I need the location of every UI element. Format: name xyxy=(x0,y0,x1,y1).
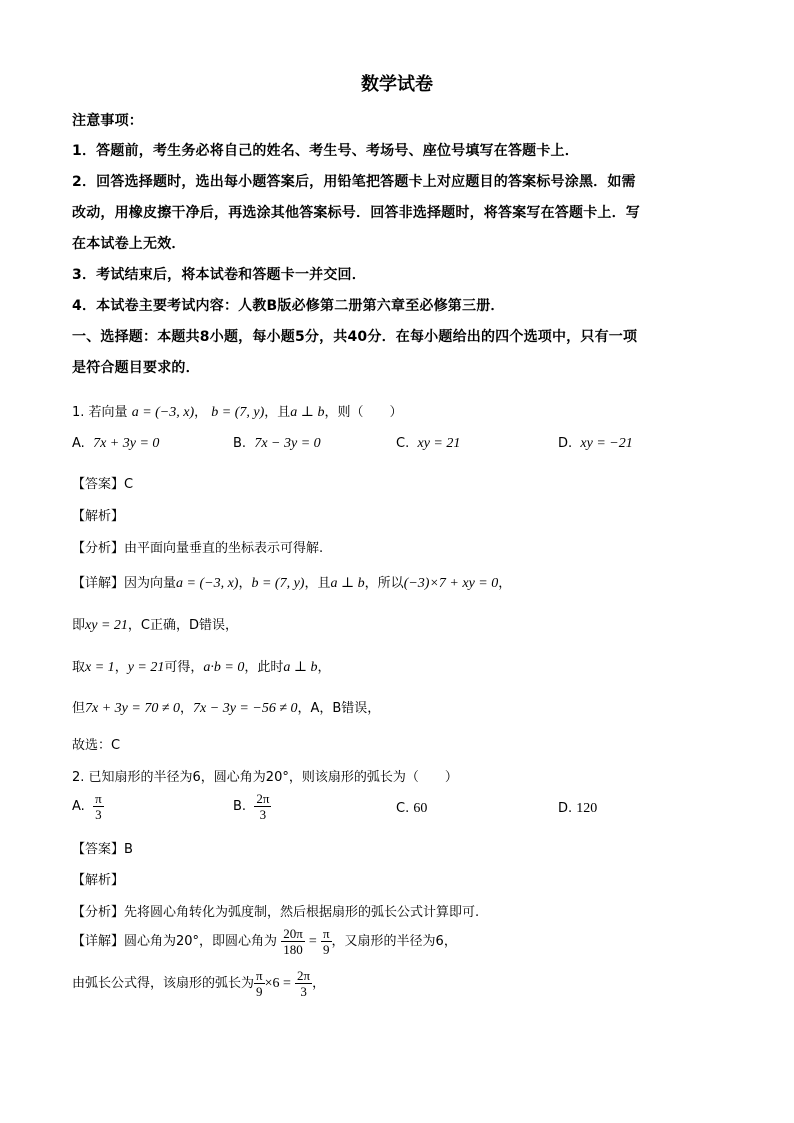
q1-option-d-label: D. xyxy=(558,436,573,451)
q2-option-a-label: A. xyxy=(72,799,85,814)
q1-stem-prefix: 1. 若向量 xyxy=(72,405,128,420)
q2-fenxi xyxy=(72,901,479,920)
q2-fraction-2pi-3 xyxy=(295,968,312,999)
fraction-denominator: 180 xyxy=(283,942,303,957)
q2-detail-tag: 【详解】 xyxy=(72,934,125,949)
q1-option-b xyxy=(233,436,321,452)
q1-option-a xyxy=(72,436,159,452)
q2-detail-line1 xyxy=(72,926,457,957)
fraction-denominator: 9 xyxy=(323,942,330,957)
fraction-numerator: π xyxy=(95,791,102,806)
q1-detail-line2 xyxy=(72,614,238,634)
q1-detail-text: ，所以 xyxy=(364,576,404,591)
q1-option-b-expr: 7x − 3y = 0 xyxy=(254,436,321,451)
q1-detail-text: ，且 xyxy=(304,576,331,591)
q2-option-a xyxy=(72,791,104,822)
q2-answer xyxy=(72,838,133,857)
fraction-denominator: 3 xyxy=(259,807,267,822)
q2-option-c-value: 60 xyxy=(413,801,428,816)
q1-detail-text: ， xyxy=(238,576,252,591)
q1-option-a-expr: 7x + 3y = 0 xyxy=(93,436,160,451)
q1-option-d-expr: xy = −21 xyxy=(580,436,633,451)
q1-detail-tag: 【详解】 xyxy=(72,576,125,591)
q2-option-a-fraction xyxy=(93,791,104,822)
fraction-numerator: π xyxy=(322,926,330,941)
q1-fenxi xyxy=(72,537,323,556)
q1-option-b-label: B. xyxy=(233,436,247,451)
notice-item-2: 2．回答选择题时，选出每小题答案后，用铅笔把答题卡上对应题目的答案标号涂黑．如需 xyxy=(72,174,636,190)
fraction-denominator: 9 xyxy=(256,984,263,999)
q1-detail-math: b = (7, y) xyxy=(251,576,305,591)
q1-analysis-tag: 【解析】 xyxy=(72,509,125,524)
q1-detail-math: a = (−3, x) xyxy=(176,576,239,591)
q2-fraction-pi-9-b xyxy=(254,968,265,999)
q1-detail-line1 xyxy=(72,572,511,592)
q1-detail-math: (−3)×7 + xy = 0 xyxy=(403,576,499,591)
q2-option-d-value: 120 xyxy=(576,801,598,816)
fraction-numerator: 20π xyxy=(283,926,303,941)
q2-fraction-pi-9 xyxy=(321,926,332,957)
times-six: ×6 = xyxy=(264,976,291,991)
q1-detail-text: ，C正确，D错误， xyxy=(127,618,238,633)
q1-detail-text: ，A，B错误， xyxy=(297,701,381,716)
notice-heading: 注意事项： xyxy=(72,113,143,129)
q2-detail-line2 xyxy=(72,968,325,999)
q1-detail-math: xy = 21 xyxy=(85,618,128,633)
q1-detail-text: 但 xyxy=(72,701,86,716)
q1-stem: 1. 若向量 a = (−3, x)， b = (7, y)，且a ⊥ b，则（ ） xyxy=(72,405,403,420)
q1-answer-value: C xyxy=(124,477,134,492)
q2-detail-text: ，又扇形的半径为6， xyxy=(331,934,457,949)
section-heading: 一、选择题：本题共8小题，每小题5分，共40分．在每小题给出的四个选项中，只有一项 xyxy=(72,329,638,345)
notice-item-1: 1．答题前，考生务必将自己的姓名、考生号、考场号、座位号填写在答题卡上． xyxy=(72,143,579,159)
q1-detail-text: ，此时 xyxy=(244,660,284,675)
notice-item-4: 4．本试卷主要考试内容：人教B版必修第二册第六章至必修第三册． xyxy=(72,298,505,314)
q2-analysis-tag: 【解析】 xyxy=(72,873,125,888)
q2-option-b-fraction xyxy=(254,791,271,822)
q2-fenxi-tag: 【分析】 xyxy=(72,905,125,920)
q1-stem-suffix: ，则（ ） xyxy=(324,405,403,420)
q2-detail-text: ， xyxy=(312,976,326,991)
q1-detail-math: a ⊥ b xyxy=(330,576,365,591)
q1-detail-line4 xyxy=(72,697,380,717)
q1-detail-text: ， xyxy=(498,576,512,591)
q1-option-d xyxy=(558,436,633,452)
q2-answer-value: B xyxy=(124,842,133,857)
q2-option-c-label: C. xyxy=(396,801,410,816)
q1-detail-math: a·b = 0 xyxy=(203,660,245,675)
q2-option-b xyxy=(233,791,271,822)
q1-option-c xyxy=(396,436,460,452)
q2-answer-tag: 【答案】 xyxy=(72,842,125,857)
q1-detail-math: 7x − 3y = −56 ≠ 0 xyxy=(193,701,298,716)
fraction-numerator: π xyxy=(256,968,263,983)
q2-detail-text: 圆心角为20°，即圆心角为 xyxy=(124,934,278,949)
q2-option-b-label: B. xyxy=(233,799,247,814)
q1-vector-b: b = (7, y) xyxy=(211,405,265,420)
equals-sign: = xyxy=(308,934,317,949)
q1-option-a-label: A. xyxy=(72,436,85,451)
q1-detail-text: 可得， xyxy=(164,660,204,675)
q1-detail-text: ， xyxy=(317,660,331,675)
section-heading-cont: 是符合题目要求的． xyxy=(72,360,200,376)
q1-fenxi-text: 由平面向量垂直的坐标表示可得解. xyxy=(124,541,324,556)
q2-fraction-20pi-180 xyxy=(281,926,305,957)
fraction-denominator: 3 xyxy=(300,984,307,999)
q1-conclusion: 故选：C xyxy=(72,738,121,753)
q1-detail-text: ， xyxy=(180,701,194,716)
q1-detail-text: 取 xyxy=(72,660,86,675)
q1-answer-tag: 【答案】 xyxy=(72,477,125,492)
q2-option-c xyxy=(396,801,427,817)
q1-detail-math: y = 21 xyxy=(127,660,165,675)
q1-detail-math: 7x + 3y = 70 ≠ 0 xyxy=(85,701,181,716)
fraction-denominator: 3 xyxy=(95,807,102,822)
q1-perp: a ⊥ b xyxy=(290,405,325,420)
page-title: 数学试卷 xyxy=(361,74,433,95)
q1-detail-text: ， xyxy=(114,660,128,675)
q1-answer xyxy=(72,473,133,492)
q2-option-d-label: D. xyxy=(558,801,573,816)
q1-detail-line3 xyxy=(72,656,331,676)
q1-detail-text: 即 xyxy=(72,618,86,633)
q1-stem-mid: ，且 xyxy=(264,405,291,420)
q2-option-d xyxy=(558,801,597,817)
q1-option-c-expr: xy = 21 xyxy=(417,436,461,451)
q1-detail-text: 因为向量 xyxy=(124,576,177,591)
q1-detail-math: a ⊥ b xyxy=(283,660,318,675)
fraction-numerator: 2π xyxy=(297,968,311,983)
q2-detail-text: 由弧长公式得，该扇形的弧长为 xyxy=(72,976,255,991)
q1-fenxi-tag: 【分析】 xyxy=(72,541,125,556)
q1-vector-a: a = (−3, x) xyxy=(131,405,195,420)
q1-option-c-label: C. xyxy=(396,436,410,451)
notice-item-2-cont: 改动，用橡皮擦干净后，再选涂其他答案标号．回答非选择题时，将答案写在答题卡上．写 xyxy=(72,205,640,221)
notice-item-3: 3．考试结束后，将本试卷和答题卡一并交回． xyxy=(72,267,366,283)
q2-fenxi-text: 先将圆心角转化为弧度制，然后根据扇形的弧长公式计算即可. xyxy=(124,905,480,920)
q1-detail-math: x = 1 xyxy=(85,660,115,675)
q2-stem: 2. 已知扇形的半径为6，圆心角为20°，则该扇形的弧长为（ ） xyxy=(72,770,458,785)
notice-item-2-end: 在本试卷上无效． xyxy=(72,236,186,252)
fraction-numerator: 2π xyxy=(256,791,270,806)
